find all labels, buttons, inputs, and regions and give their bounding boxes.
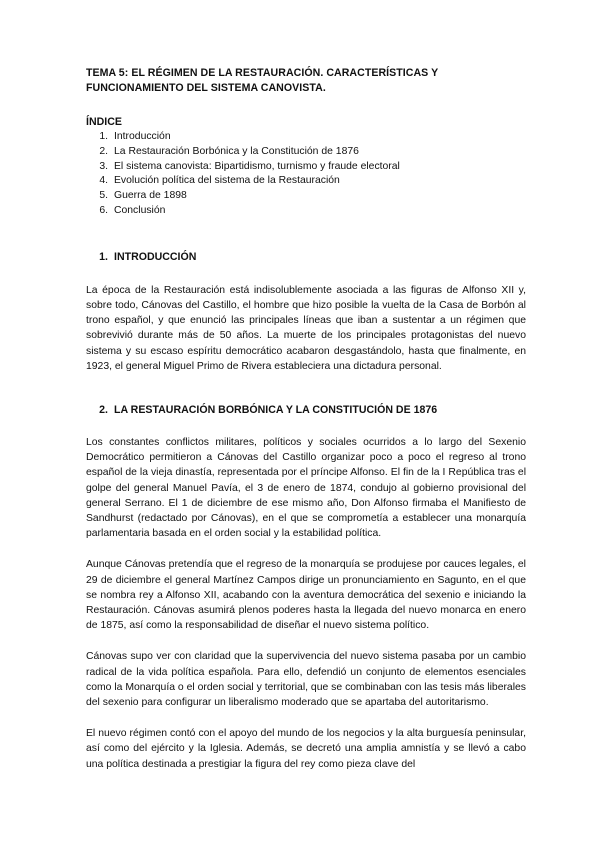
index-item-number: 5. (99, 190, 108, 202)
index-item-number: 6. (99, 204, 108, 216)
index-heading: ÍNDICE (86, 116, 122, 128)
index-item-number: 3. (99, 160, 108, 172)
index-item-label: Introducción (114, 131, 171, 142)
paragraph: El nuevo régimen contó con el apoyo del mundo de los negocios y la alta burguesía peninsular, así como del ejército y la Iglesia. Además, se decretó una amplia amnistía y se llevó a cabo una política destinada a prestigiar la figura del rey como pieza clave del (86, 728, 526, 770)
index-item-label: La Restauración Borbónica y la Constitución de 1876 (114, 145, 359, 157)
index-item-label: Guerra de 1898 (114, 190, 187, 202)
index-item-number: 4. (99, 175, 108, 187)
section-number: 1. (99, 250, 108, 263)
index-item (86, 189, 526, 204)
paragraph: La época de la Restauración está indisolublemente asociada a las figuras de Alfonso XII y, sobre todo, Cánovas del Castillo, el hombre que hizo posible la vuelta de la Casa de Borbón al trono español, y que enunció las principales líneas que iban a sustentar a un régimen que sobrevivió durante más de 50 años. La muerte de los principales protagonistas del nuevo sistema y su escaso espíritu democrático acabaron desgastándolo, hasta que finalmente, en 1923, el general Miguel Primo de Rivera estableciera una dictadura personal. (86, 284, 526, 372)
index-item-label: El sistema canovista: Bipartidismo, turnismo y fraude electoral (114, 160, 400, 172)
index-item (86, 145, 526, 160)
index-item-number: 2. (99, 145, 108, 157)
section-title: INTRODUCCIÓN (114, 250, 197, 263)
index-item (86, 160, 526, 175)
paragraph: Aunque Cánovas pretendía que el regreso de la monarquía se produjese por cauces legales, el 29 de diciembre el general Martínez Campos dirige un pronunciamiento en Sagunto, en el que se nombra rey a Alfonso XII, acabando con la aventura democrática del sexenio e iniciando la Restauración. Cánovas asumirá plenos poderes hasta la llegada del nuevo monarca en enero de 1875, así como la responsabilidad de diseñar el nuevo sistema político. (86, 559, 526, 632)
section-title: LA RESTAURACIÓN BORBÓNICA Y LA CONSTITUCIÓN DE 1876 (114, 404, 438, 416)
document-title: TEMA 5: EL RÉGIMEN DE LA RESTAURACIÓN. CARACTERÍSTICAS Y FUNCIONAMIENTO DEL SISTEMA CANOVISTA. (86, 67, 439, 94)
table-of-contents (86, 130, 526, 219)
index-item (86, 174, 526, 189)
section-heading-introduccion (86, 250, 526, 265)
document-page (86, 66, 526, 772)
index-item-label: Evolución política del sistema de la Restauración (114, 175, 340, 187)
section-number: 2. (99, 404, 108, 416)
index-item (86, 204, 526, 219)
paragraph: Los constantes conflictos militares, políticos y sociales ocurridos a lo largo del Sexenio Democrático permitieron a Cánovas del Castillo organizar poco a poco el regreso al trono español de la vieja dinastía, representada por el príncipe Alfonso. El fin de la I República tras el golpe del general Manuel Pavía, el 3 de enero de 1874, condujo al gobierno provisional del general Serrano. El 1 de diciembre de ese mismo año, Don Alfonso firmaba el Manifiesto de Sandhurst (redactado por Cánovas), en el que se comprometía a establecer una monarquía parlamentaria basada en el orden social y la estabilidad política. (86, 437, 526, 540)
paragraph: Cánovas supo ver con claridad que la supervivencia del nuevo sistema pasaba por un cambio radical de la vida política española. Para ello, defendió un conjunto de elementos esenciales como la Monarquía o el orden social y territorial, que se combinaban con las tesis más liberales del sexenio para configurar un liberalismo moderado que se apartaba del autoritarismo. (86, 651, 526, 709)
section-heading-restauracion (86, 403, 526, 418)
index-item (86, 130, 526, 145)
index-item-label: Conclusión (114, 204, 166, 216)
index-item-number: 1. (99, 131, 108, 142)
